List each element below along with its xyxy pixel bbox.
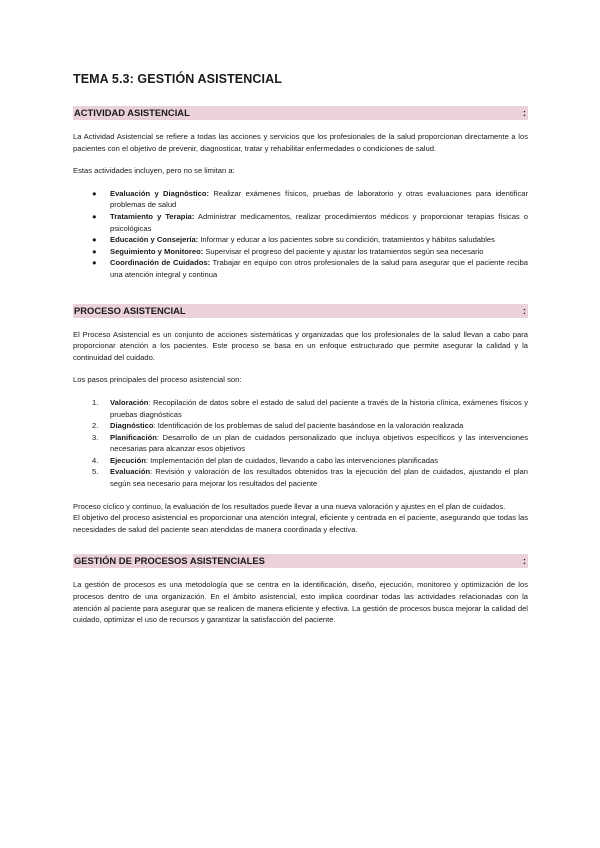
item-text: : Desarrollo de un plan de cuidados personalizado que incluya objetivos específicos y las intervenciones necesarias para alcanzar esos objetivos	[110, 432, 528, 454]
item-term: Seguimiento y Monitoreo:	[110, 246, 204, 256]
heading-colon: :	[522, 304, 526, 316]
paragraph: Proceso cíclico y continuo, la evaluación de los resultados puede llevar a una nueva valoración y ajustes en el plan de cuidados.	[73, 501, 506, 511]
list-item	[73, 432, 528, 455]
paragraph: Estas actividades incluyen, pero no se limitan a:	[73, 166, 235, 176]
list-item	[73, 420, 528, 432]
list-item	[73, 246, 528, 258]
paragraph: El Proceso Asistencial es un conjunto de acciones sistemáticas y organizadas que los profesionales de la salud llevan a cabo para proporcionar atención a los pacientes. Este proceso se basa en un enfoque estructurado que permite asegurar la calidad y la continuidad del cuidado.	[73, 329, 528, 362]
step-number: 5.	[92, 467, 99, 477]
section-heading-actividad	[73, 106, 528, 120]
steps-list	[73, 397, 528, 490]
item-term: Planificación	[110, 432, 157, 442]
item-text: Informar y educar a los pacientes sobre su condición, tratamientos y hábitos saludables	[198, 235, 495, 245]
item-text: Supervisar el progreso del paciente y ajustar los tratamientos según sea necesario	[203, 246, 484, 256]
item-text: : Revisión y valoración de los resultados obtenidos tras la ejecución del plan de cuidados, ajustando el plan según sea necesario para mejorar los resultados del paciente	[110, 467, 528, 489]
item-term: Tratamiento y Terapia:	[110, 211, 195, 221]
item-text: : Recopilación de datos sobre el estado de salud del paciente a través de la historia clínica, exámenes físicos y pruebas diagnósticas	[110, 397, 528, 419]
section-heading-text: ACTIVIDAD ASISTENCIAL	[74, 107, 190, 118]
step-number: 3.	[92, 432, 99, 442]
list-item	[73, 211, 528, 234]
item-text: Administrar medicamentos, realizar procedimientos médicos y proporcionar terapias físicas o psicológicas	[110, 211, 528, 233]
item-term: Evaluación y Diagnóstico:	[110, 188, 210, 198]
heading-colon: :	[522, 107, 526, 118]
activity-list	[73, 188, 528, 281]
step-number: 1.	[92, 397, 99, 407]
section-heading-text: PROCESO ASISTENCIAL	[74, 304, 186, 316]
step-number: 2.	[92, 421, 99, 431]
step-number: 4.	[92, 455, 99, 465]
list-item	[73, 234, 528, 246]
item-text: Trabajar en equipo con otros profesionales de la salud para asegurar que el paciente reciba una atención integral y continua	[110, 258, 528, 279]
item-term: Diagnóstico	[110, 421, 154, 431]
item-term: Ejecución	[110, 455, 146, 465]
item-term: Coordinación de Cuidados:	[110, 258, 211, 268]
paragraph: La Actividad Asistencial se refiere a todas las acciones y servicios que los profesionales de la salud proporcionan directamente a los pacientes con el objetivo de prevenir, diagnosticar, tratar y rehabilitar enfermedades o condiciones de salud.	[73, 132, 528, 153]
item-term: Evaluación	[110, 467, 151, 477]
section-heading-proceso	[73, 304, 528, 318]
bullet-icon: ●	[92, 246, 97, 256]
page-title: TEMA 5.3: GESTIÓN ASISTENCIAL	[73, 72, 282, 86]
list-item	[73, 257, 528, 280]
bullet-icon: ●	[92, 235, 97, 245]
list-item	[73, 466, 528, 489]
paragraph: Los pasos principales del proceso asistencial son:	[73, 375, 242, 385]
document-page	[73, 72, 528, 626]
list-item	[73, 188, 528, 211]
list-item	[73, 455, 528, 467]
bullet-icon: ●	[92, 188, 97, 198]
bullet-icon: ●	[92, 211, 97, 221]
item-text: : Implementación del plan de cuidados, llevando a cabo las intervenciones planificadas	[145, 455, 438, 465]
bullet-icon: ●	[92, 258, 97, 268]
item-term: Valoración	[110, 397, 149, 407]
heading-colon: :	[522, 555, 526, 567]
paragraph: El objetivo del proceso asistencial es proporcionar una atención integral, eficiente y centrada en el paciente, asegurando que todas las necesidades de salud del paciente sean atendidas de manera coordinada y efectiva.	[73, 513, 528, 534]
section-heading-text: GESTIÓN DE PROCESOS ASISTENCIALES	[74, 555, 265, 567]
item-term: Educación y Consejería:	[110, 235, 199, 245]
list-item	[73, 397, 528, 420]
section-heading-gestion	[73, 554, 528, 568]
item-text: : Identificación de los problemas de salud del paciente basándose en la valoración realizada	[153, 421, 464, 431]
item-text: Realizar exámenes físicos, pruebas de laboratorio y otras evaluaciones para identificar problemas de salud	[110, 188, 528, 210]
paragraph: La gestión de procesos es una metodología que se centra en la identificación, diseño, ejecución, monitoreo y optimización de los procesos dentro de una organización. En el ámbito asistencial, esto implica coordinar todas las actividades relacionadas con la atención al paciente para asegurar que se realicen de manera eficiente y efectiva. La gestión de procesos busca mejorar la calidad del cuidado, optimizar el uso de recursos y garantizar la satisfacción del paciente.	[73, 580, 528, 625]
